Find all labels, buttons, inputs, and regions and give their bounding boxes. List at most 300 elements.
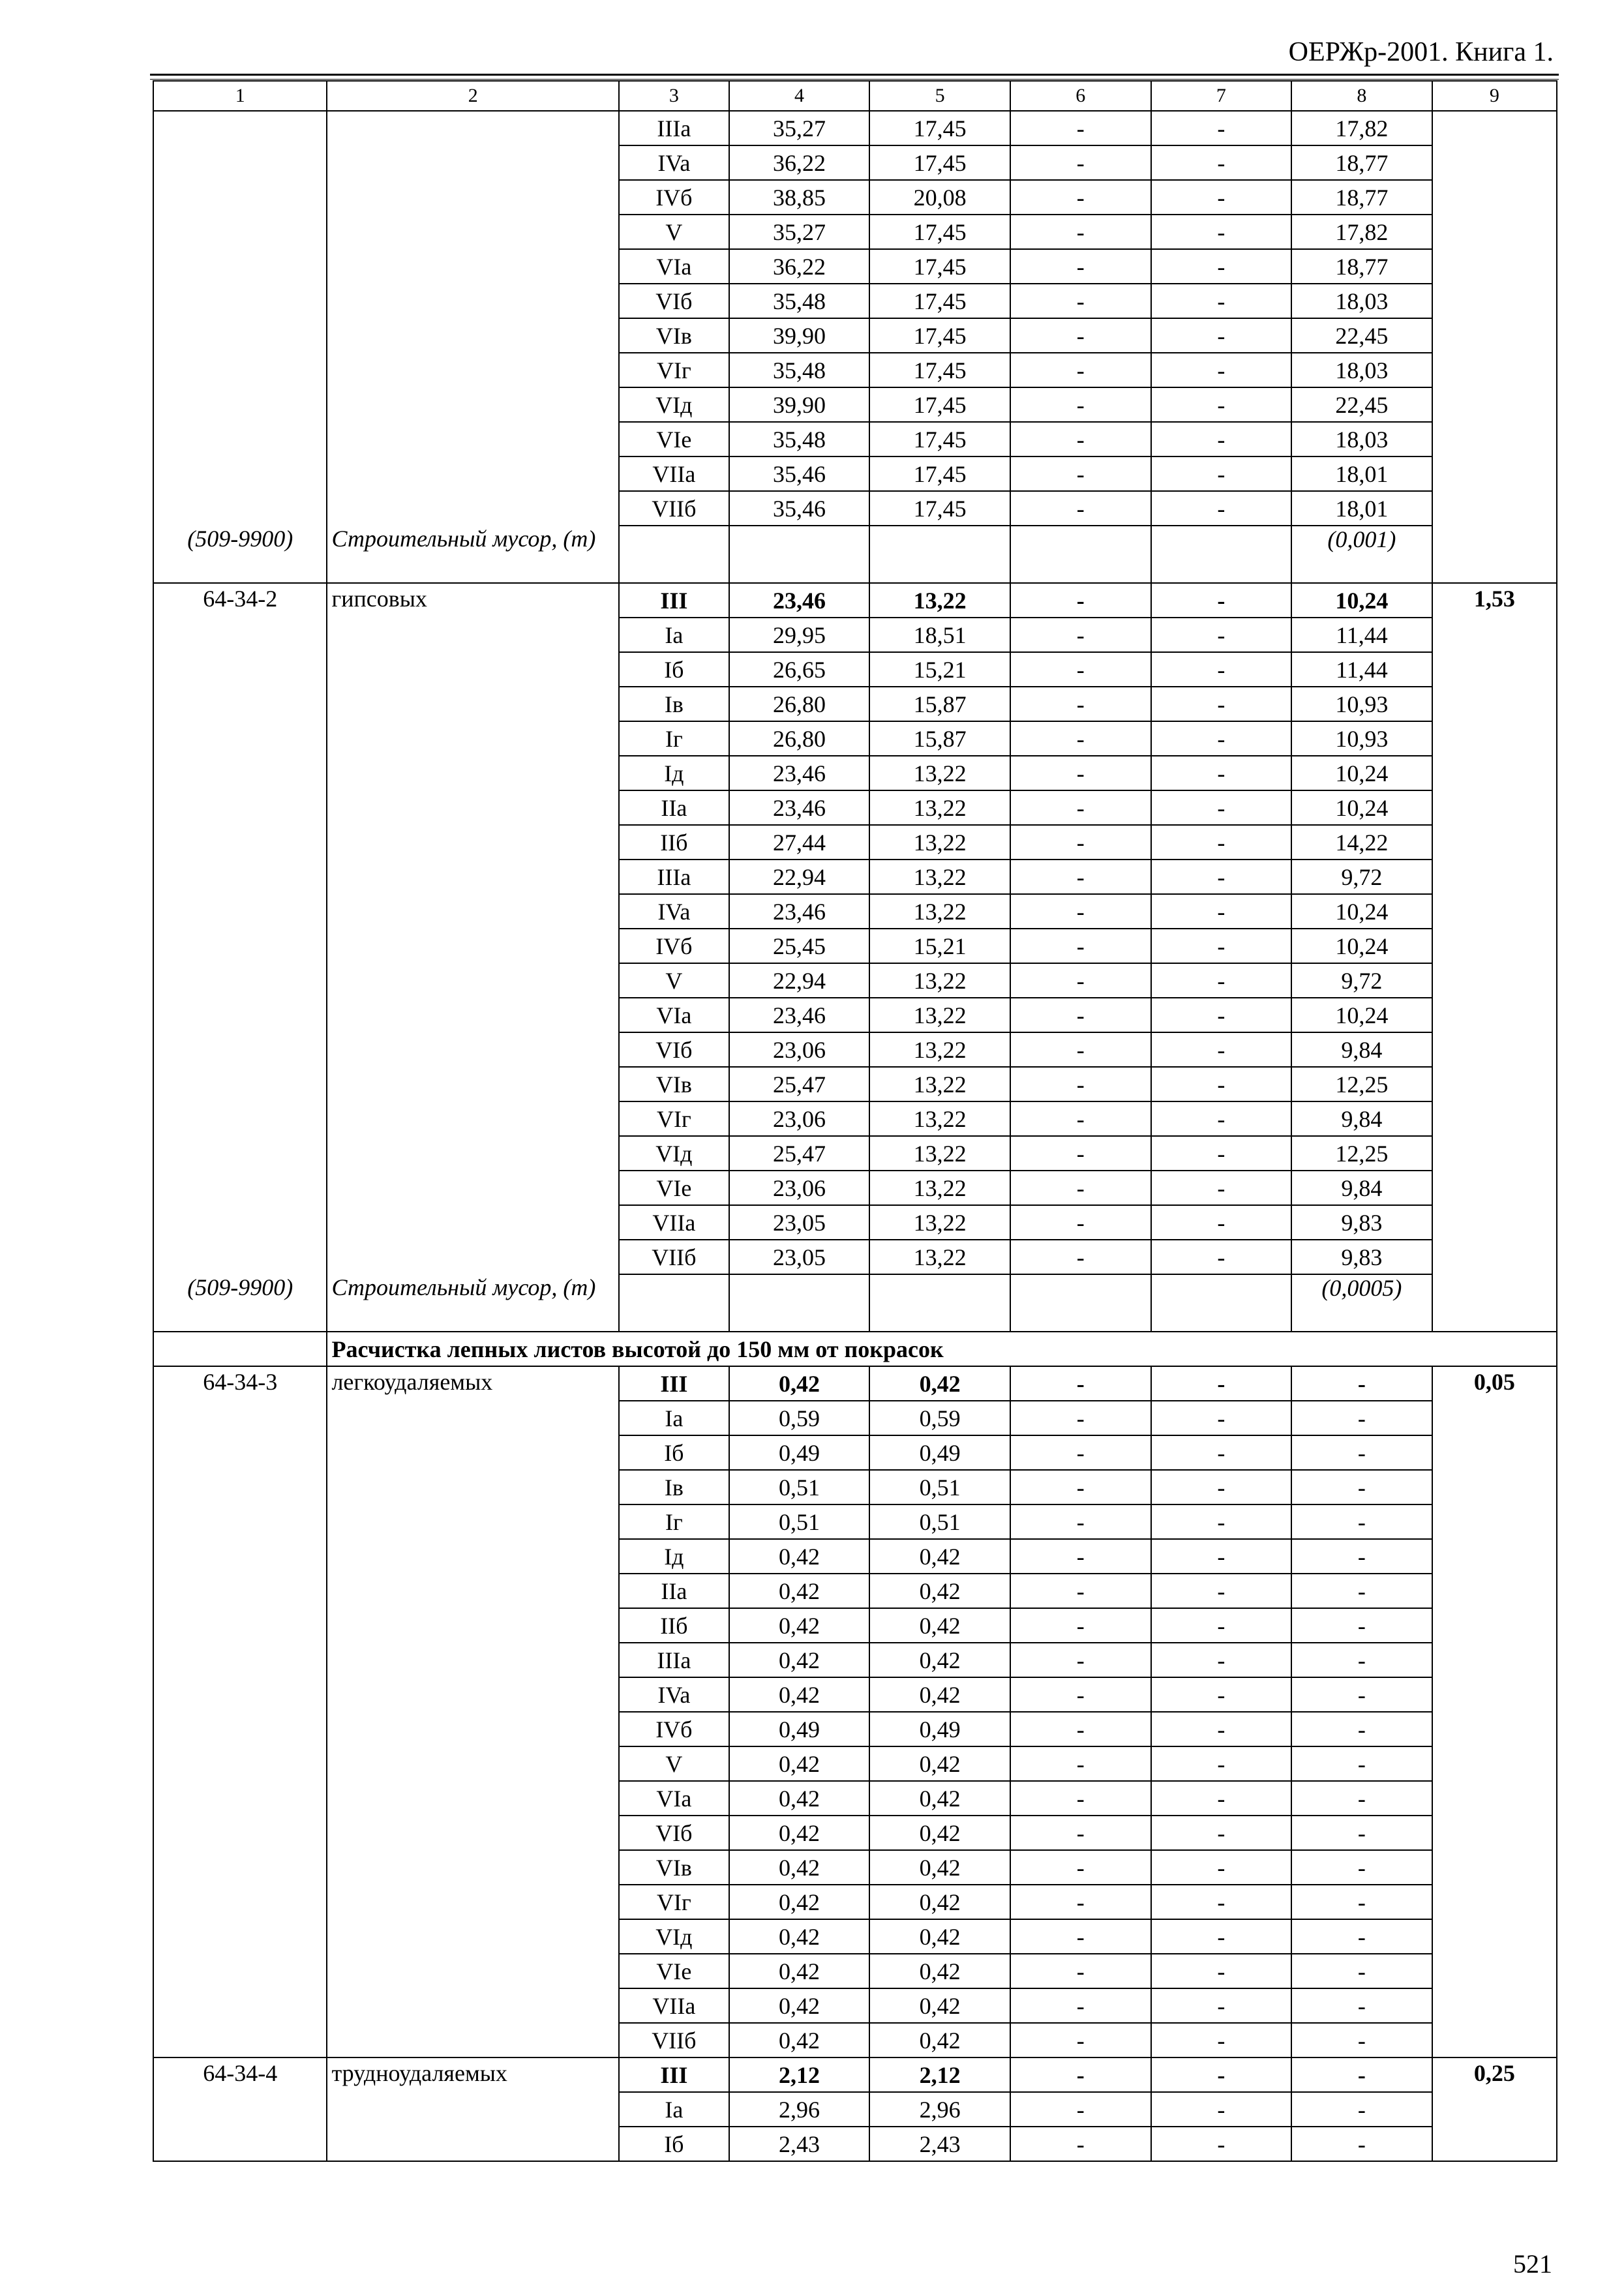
value-cell: - [1151,2057,1292,2092]
value-cell: - [1151,1401,1292,1435]
value-cell: 17,45 [869,145,1010,180]
rate-code [153,145,327,180]
value-cell: - [1151,180,1292,215]
value-cell: 15,87 [869,687,1010,721]
work-name [327,1919,618,1954]
value-cell: 17,45 [869,249,1010,284]
value-cell: VIIa [619,456,729,491]
value-cell: 17,45 [869,215,1010,249]
value-cell: 35,46 [729,456,870,491]
table-row [153,491,1557,526]
column-9-value [1432,1608,1557,1643]
value-cell: - [1291,1539,1432,1574]
value-cell: - [1291,1850,1432,1885]
rate-code [153,2092,327,2127]
rate-code [153,1816,327,1850]
table-row [153,422,1557,456]
value-cell: 38,85 [729,180,870,215]
value-cell: - [1010,929,1151,963]
rate-code [153,1171,327,1205]
column-9-value [1432,1067,1557,1101]
value-cell: 23,46 [729,998,870,1032]
value-cell: - [1291,1470,1432,1504]
value-cell: 0,42 [869,1539,1010,1574]
value-cell: - [1151,145,1292,180]
value-cell: 2,43 [869,2127,1010,2161]
value-cell: 23,46 [729,756,870,790]
value-cell: - [1151,1136,1292,1171]
table-row [153,318,1557,353]
value-cell: 0,42 [729,1574,870,1608]
value-cell: IVб [619,1712,729,1746]
value-cell: - [1010,1504,1151,1539]
column-9-value [1432,456,1557,491]
rate-code [153,687,327,721]
value-cell: 18,77 [1291,180,1432,215]
rate-code [153,422,327,456]
value-cell: 13,22 [869,1205,1010,1240]
column-9-value [1432,2092,1557,2127]
value-cell: - [1291,1608,1432,1643]
work-name [327,1240,618,1274]
value-cell: - [1151,1988,1292,2023]
value-cell: 0,49 [729,1712,870,1746]
column-9-value [1432,1954,1557,1988]
value-cell: VIб [619,1032,729,1067]
value-cell: - [1010,1435,1151,1470]
value-cell: IIIa [619,860,729,894]
value-cell: 29,95 [729,618,870,652]
work-name [327,1171,618,1205]
value-cell: 0,42 [869,1574,1010,1608]
value-cell: Iд [619,756,729,790]
value-cell: 0,42 [729,1677,870,1712]
value-cell: 35,46 [729,491,870,526]
table-row [153,1781,1557,1816]
value-cell: 0,42 [729,1919,870,1954]
value-cell: VIв [619,1067,729,1101]
value-cell: - [1010,1470,1151,1504]
value-cell: VIб [619,284,729,318]
column-9-empty [1432,1274,1557,1332]
value-cell: - [1010,387,1151,422]
value-cell: 15,87 [869,721,1010,756]
column-header: 3 [619,81,729,111]
value-cell: VIe [619,1171,729,1205]
column-9-value [1432,963,1557,998]
value-cell: 36,22 [729,145,870,180]
value-cell: - [1151,1171,1292,1205]
value-cell: 23,05 [729,1205,870,1240]
work-name [327,825,618,860]
value-cell: 13,22 [869,860,1010,894]
table-row [153,1816,1557,1850]
rate-code [153,1240,327,1274]
value-cell: 0,42 [869,1885,1010,1919]
column-9-value [1432,2023,1557,2057]
section-row [153,1332,1557,1366]
value-cell: - [1010,963,1151,998]
rate-code [153,1919,327,1954]
value-cell: - [1151,687,1292,721]
work-name [327,998,618,1032]
work-name [327,1712,618,1746]
value-cell: 0,42 [869,1746,1010,1781]
column-9-value [1432,687,1557,721]
value-cell: 0,42 [869,1850,1010,1885]
material-name: Строительный мусор, (т) [327,1274,618,1332]
value-cell: VIв [619,318,729,353]
value-cell: 9,72 [1291,860,1432,894]
value-cell: - [1291,1574,1432,1608]
section-code-cell [153,1332,327,1366]
value-cell: 25,45 [729,929,870,963]
column-9-value [1432,215,1557,249]
value-cell: 0,42 [729,1643,870,1677]
value-cell: 26,80 [729,721,870,756]
value-cell: 18,01 [1291,456,1432,491]
table-row [153,2127,1557,2161]
value-cell: 0,42 [869,1919,1010,1954]
table-row [153,1677,1557,1712]
rate-code [153,790,327,825]
value-cell: 17,45 [869,353,1010,387]
table-row [153,387,1557,422]
value-cell: IIб [619,1608,729,1643]
work-name: легкоудаляемых [327,1366,618,1401]
value-cell: 10,93 [1291,721,1432,756]
column-9-value [1432,1677,1557,1712]
value-cell: Ia [619,2092,729,2127]
value-cell: - [1010,618,1151,652]
rate-code [153,1712,327,1746]
work-name [327,387,618,422]
value-cell: 15,21 [869,652,1010,687]
value-cell: VIa [619,249,729,284]
value-cell: III [619,2057,729,2092]
rate-code [153,1954,327,1988]
column-9-value [1432,618,1557,652]
column-9-value [1432,1032,1557,1067]
value-cell: Iб [619,1435,729,1470]
value-cell: - [1010,1781,1151,1816]
value-cell: 9,72 [1291,963,1432,998]
value-cell: Ia [619,1401,729,1435]
value-cell: 10,24 [1291,929,1432,963]
work-name [327,2023,618,2057]
work-name [327,1504,618,1539]
work-name [327,1885,618,1919]
value-cell: - [1151,1539,1292,1574]
value-cell: 13,22 [869,1171,1010,1205]
value-cell: 13,22 [869,894,1010,929]
value-cell: - [1010,145,1151,180]
rate-code [153,318,327,353]
rate-code [153,1643,327,1677]
value-cell: 23,46 [729,894,870,929]
value-cell: 0,42 [869,1366,1010,1401]
value-cell: - [1010,1850,1151,1885]
work-name [327,687,618,721]
value-cell: - [1151,583,1292,618]
value-cell: VIIб [619,2023,729,2057]
value-cell: 9,83 [1291,1240,1432,1274]
value-cell: - [1010,721,1151,756]
value-cell: - [1291,1988,1432,2023]
value-cell: 0,49 [869,1435,1010,1470]
value-cell: 17,45 [869,111,1010,145]
value-cell: - [1291,1504,1432,1539]
work-name [327,353,618,387]
value-cell: - [1010,1919,1151,1954]
value-cell: VIд [619,387,729,422]
value-cell: VIг [619,1101,729,1136]
rate-code [153,756,327,790]
value-cell: 13,22 [869,1067,1010,1101]
value-cell: 0,42 [869,2023,1010,2057]
table-row [153,583,1557,618]
value-cell: - [1151,1816,1292,1850]
column-9-value [1432,894,1557,929]
rate-code [153,1067,327,1101]
value-cell: 0,51 [729,1470,870,1504]
value-cell: 10,24 [1291,998,1432,1032]
rate-code [153,1470,327,1504]
work-name [327,1850,618,1885]
value-cell: - [1151,1608,1292,1643]
value-cell: - [1010,1539,1151,1574]
value-cell: - [1010,583,1151,618]
value-cell: 9,84 [1291,1032,1432,1067]
column-9-value [1432,1240,1557,1274]
value-cell: - [1151,756,1292,790]
value-cell: 25,47 [729,1136,870,1171]
value-cell: IIб [619,825,729,860]
material-empty-cell [619,1274,729,1332]
value-cell: - [1010,860,1151,894]
value-cell: III [619,583,729,618]
work-name [327,180,618,215]
value-cell: - [1151,2023,1292,2057]
work-name [327,652,618,687]
value-cell: 17,45 [869,422,1010,456]
value-cell: 39,90 [729,318,870,353]
value-cell: - [1151,1435,1292,1470]
table-row [153,790,1557,825]
value-cell: - [1010,790,1151,825]
table-row [153,963,1557,998]
rate-code [153,215,327,249]
value-cell: - [1291,1435,1432,1470]
value-cell: 15,21 [869,929,1010,963]
work-name: гипсовых [327,583,618,618]
material-row [153,526,1557,583]
rate-code [153,249,327,284]
table-row [153,1712,1557,1746]
rate-code [153,825,327,860]
value-cell: - [1151,387,1292,422]
rate-code [153,963,327,998]
column-9-value [1432,180,1557,215]
value-cell: 27,44 [729,825,870,860]
value-cell: - [1151,491,1292,526]
column-9-value [1432,825,1557,860]
table-row [153,1988,1557,2023]
work-name [327,1988,618,2023]
material-empty-cell [1151,1274,1292,1332]
value-cell: 0,42 [729,1954,870,1988]
value-cell: - [1151,353,1292,387]
rate-code [153,1608,327,1643]
value-cell: - [1010,1401,1151,1435]
value-cell: IIIa [619,1643,729,1677]
value-cell: 10,24 [1291,756,1432,790]
value-cell: VIIб [619,1240,729,1274]
header-rule-thin [150,79,1559,80]
material-empty-cell [729,526,870,583]
value-cell: - [1010,2092,1151,2127]
value-cell: 22,94 [729,963,870,998]
column-9-value [1432,652,1557,687]
table-row [153,1067,1557,1101]
value-cell: - [1151,1746,1292,1781]
value-cell: - [1010,249,1151,284]
value-cell: - [1291,1643,1432,1677]
value-cell: 0,51 [869,1470,1010,1504]
rate-code [153,1781,327,1816]
value-cell: - [1010,1240,1151,1274]
value-cell: 0,49 [869,1712,1010,1746]
table-row [153,1366,1557,1401]
value-cell: 0,42 [869,1988,1010,2023]
value-cell: 0,42 [729,1885,870,1919]
rate-code [153,387,327,422]
material-empty-cell [869,1274,1010,1332]
value-cell: - [1151,1101,1292,1136]
rate-code [153,929,327,963]
value-cell: 36,22 [729,249,870,284]
value-cell: - [1151,1643,1292,1677]
table-row [153,929,1557,963]
value-cell: - [1010,1032,1151,1067]
work-name [327,1101,618,1136]
value-cell: - [1151,2127,1292,2161]
column-9-value [1432,721,1557,756]
value-cell: 23,46 [729,790,870,825]
value-cell: - [1291,1677,1432,1712]
table-row [153,860,1557,894]
work-name [327,1781,618,1816]
rate-code [153,1136,327,1171]
value-cell: 12,25 [1291,1136,1432,1171]
column-9-value [1432,1988,1557,2023]
table-row [153,618,1557,652]
column-9-value [1432,491,1557,526]
table-row [153,1746,1557,1781]
value-cell: 10,24 [1291,790,1432,825]
value-cell: 0,42 [729,1816,870,1850]
value-cell: - [1010,1816,1151,1850]
column-9-value [1432,1504,1557,1539]
table-row [153,1470,1557,1504]
value-cell: - [1010,353,1151,387]
column-9-value [1432,1816,1557,1850]
value-cell: VIб [619,1816,729,1850]
value-cell: VIв [619,1850,729,1885]
table-row [153,1643,1557,1677]
column-9-value [1432,1101,1557,1136]
column-9-value [1432,1850,1557,1885]
value-cell: 9,83 [1291,1205,1432,1240]
work-name [327,860,618,894]
value-cell: - [1010,1101,1151,1136]
rate-code [153,1677,327,1712]
table-row [153,180,1557,215]
value-cell: - [1010,1067,1151,1101]
rate-code [153,456,327,491]
value-cell: - [1151,1677,1292,1712]
value-cell: - [1010,1205,1151,1240]
work-name [327,1067,618,1101]
value-cell: 0,42 [869,1816,1010,1850]
rate-code [153,1539,327,1574]
work-name [327,1643,618,1677]
value-cell: - [1151,860,1292,894]
column-9-value [1432,353,1557,387]
work-name [327,111,618,145]
value-cell: 22,45 [1291,318,1432,353]
rate-code [153,1435,327,1470]
value-cell: - [1010,1677,1151,1712]
value-cell: VIa [619,998,729,1032]
rates-table-body [153,81,1557,2161]
value-cell: III [619,1366,729,1401]
column-9-value [1432,1470,1557,1504]
value-cell: 2,96 [729,2092,870,2127]
value-cell: 2,12 [729,2057,870,2092]
value-cell: VIe [619,1954,729,1988]
value-cell: - [1010,491,1151,526]
work-name [327,1401,618,1435]
value-cell: 18,01 [1291,491,1432,526]
table-row [153,825,1557,860]
column-9-value [1432,2127,1557,2161]
value-cell: 0,42 [729,1850,870,1885]
work-name: трудноудаляемых [327,2057,618,2092]
table-row [153,2092,1557,2127]
rate-code [153,1504,327,1539]
value-cell: - [1291,1401,1432,1435]
value-cell: 23,06 [729,1032,870,1067]
value-cell: 13,22 [869,790,1010,825]
value-cell: 17,45 [869,456,1010,491]
value-cell: VIIб [619,491,729,526]
value-cell: - [1010,998,1151,1032]
value-cell: - [1151,249,1292,284]
rate-code [153,1885,327,1919]
value-cell: VIIa [619,1988,729,2023]
work-name [327,1574,618,1608]
value-cell: 35,48 [729,422,870,456]
rate-code [153,1988,327,2023]
work-name [327,456,618,491]
value-cell: 35,27 [729,111,870,145]
table-row [153,1539,1557,1574]
table-row [153,249,1557,284]
value-cell: - [1151,963,1292,998]
value-cell: 25,47 [729,1067,870,1101]
value-cell: - [1151,422,1292,456]
